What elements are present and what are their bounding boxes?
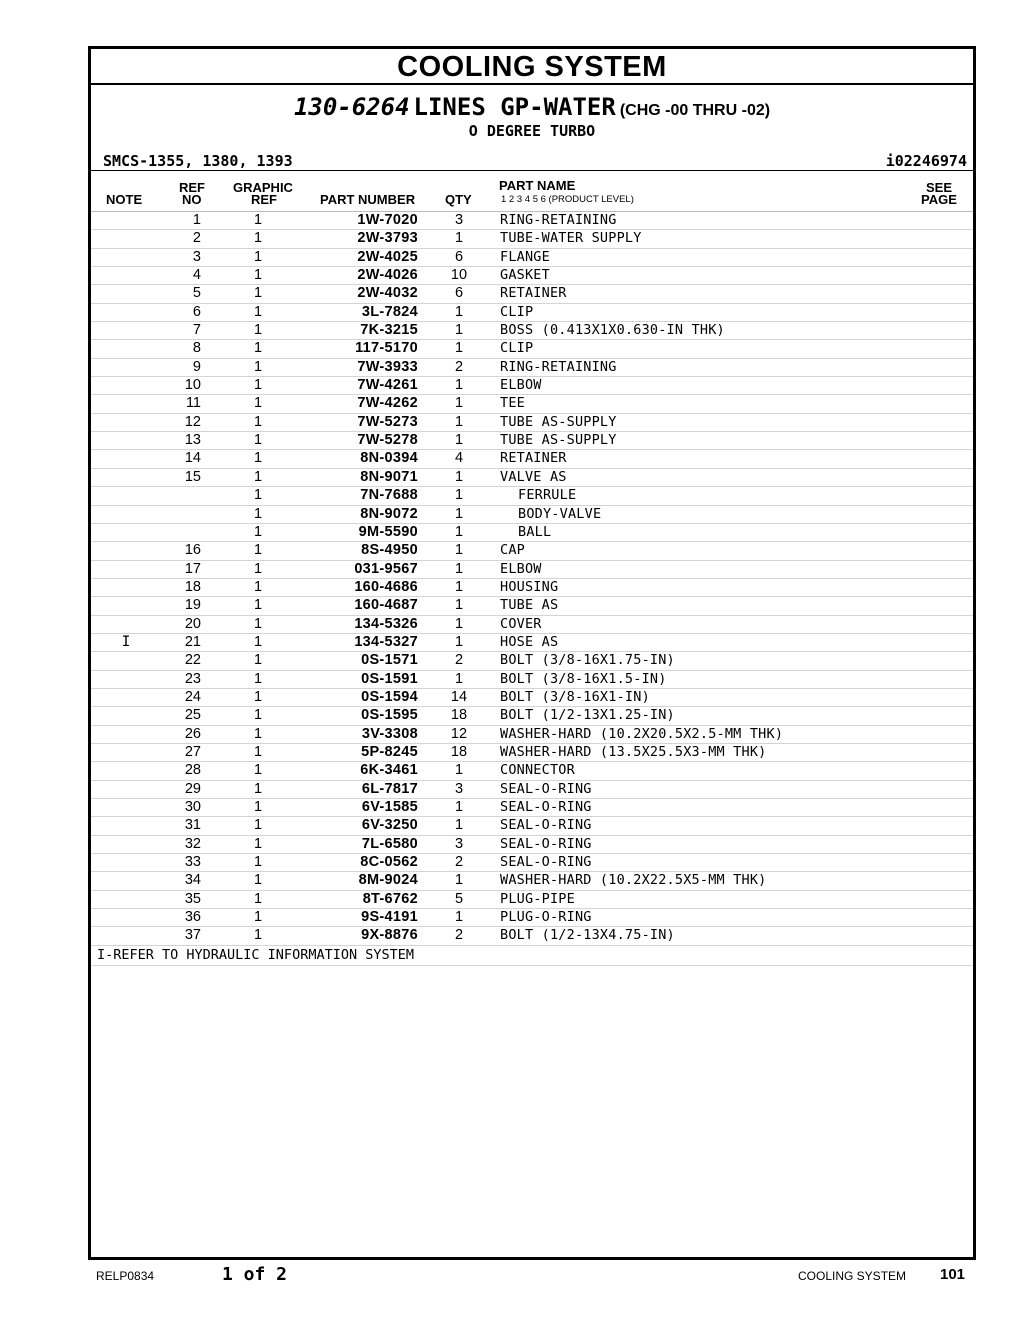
qty-cell: 2 [454,854,464,871]
qty-cell: 2 [454,927,464,944]
ref-no-cell: 21 [184,633,201,650]
table-row [91,432,973,450]
part-number-cell: 2W-4032 [357,285,418,302]
part-name-cell: PLUG-O-RING [500,909,592,926]
part-number-cell: 2W-3793 [357,230,418,247]
qty-cell: 12 [450,725,468,742]
part-name-cell: WASHER-HARD (10.2X20.5X2.5-MM THK) [500,725,784,742]
qty-cell: 3 [454,835,464,852]
part-name-cell: ELBOW [500,560,542,577]
qty-cell: 1 [454,432,464,449]
part-number-cell: 8N-9071 [360,468,418,485]
header-part-name: PART NAME [499,178,576,193]
part-name-cell: GASKET [500,267,550,284]
graphic-ref-cell: 1 [253,578,263,595]
graphic-ref-cell: 1 [253,450,263,467]
ref-no-cell: 7 [192,322,201,339]
qty-cell: 4 [454,450,464,467]
table-row [91,707,973,725]
header-see-bottom: PAGE [921,192,957,207]
header-ref-top: REF [179,180,205,195]
part-number-cell: 7W-5273 [357,413,418,430]
graphic-ref-cell: 1 [253,468,263,485]
table-row [91,927,973,945]
smcs-row [91,144,973,170]
qty-cell: 1 [454,505,464,522]
graphic-ref-cell: 1 [253,505,263,522]
part-name-cell: TUBE AS-SUPPLY [500,432,617,449]
ref-no-cell: 11 [185,395,201,412]
graphic-ref-cell: 1 [253,927,263,944]
part-number-cell: 3V-3308 [361,725,418,742]
part-number-cell: 0S-1591 [361,670,418,687]
part-name-cell: COVER [500,615,542,632]
graphic-ref-cell: 1 [253,688,263,705]
part-name-cell: PLUG-PIPE [500,890,575,907]
ref-no-cell: 25 [184,707,201,724]
part-number-cell: 9X-8876 [361,927,418,944]
part-name-cell: HOUSING [500,578,559,595]
graphic-ref-cell: 1 [253,780,263,797]
header-graphic-top: GRAPHIC [233,180,293,195]
graphic-ref-cell: 1 [253,652,263,669]
table-row [91,212,973,230]
qty-cell: 1 [454,230,464,247]
ref-no-cell: 31 [184,817,201,834]
graphic-ref-cell: 1 [253,413,263,430]
ref-no-cell: 24 [184,688,201,705]
footer-page-number: 101 [940,1266,966,1283]
part-name-cell: VALVE AS [500,468,567,485]
part-name-cell: WASHER-HARD (13.5X25.5X3-MM THK) [500,743,767,760]
part-name-cell: RETAINER [500,450,567,467]
part-number-cell: 160-4686 [354,578,418,595]
table-row [91,891,973,909]
qty-cell: 18 [450,707,468,724]
ref-no-cell: 26 [184,725,201,742]
table-row [91,506,973,524]
qty-cell: 18 [450,743,468,760]
ref-no-cell: 13 [184,432,201,449]
ref-no-cell: 28 [184,762,201,779]
part-name-cell: CLIP [500,303,534,320]
part-number-cell: 8N-0394 [360,450,418,467]
part-name-cell: SEAL-O-RING [500,835,592,852]
ref-no-cell: 22 [184,652,201,669]
qty-cell: 1 [454,909,464,926]
ref-no-cell: 6 [192,303,201,320]
part-name-cell: CLIP [500,340,534,357]
part-number-cell: 0S-1571 [361,652,418,669]
part-number-cell: 8S-4950 [361,542,418,559]
smcs-codes: SMCS-1355, 1380, 1393 [103,152,293,170]
graphic-ref-cell: 1 [253,854,263,871]
page-footer [0,1264,1020,1288]
table-row [91,872,973,890]
graphic-ref-cell: 1 [253,872,263,889]
header-graphic-bottom: REF [251,192,277,207]
ref-no-cell: 15 [184,468,201,485]
table-row [91,469,973,487]
table-row [91,304,973,322]
graphic-ref-cell: 1 [253,267,263,284]
qty-cell: 1 [454,872,464,889]
part-number-cell: 7W-4261 [357,377,418,394]
part-name-cell: BOLT (3/8-16X1.75-IN) [500,652,675,669]
part-number-cell: 6V-1585 [361,799,418,815]
qty-cell: 1 [454,633,464,650]
part-name-cell: FLANGE [500,248,550,265]
qty-cell: 1 [454,413,464,430]
header-note: NOTE [106,192,143,207]
qty-cell: 1 [454,597,464,614]
ref-no-cell: 4 [192,267,201,284]
header-qty: QTY [445,192,472,207]
ref-no-cell: 20 [184,615,201,632]
graphic-ref-cell: 1 [253,835,263,852]
note-cell: I [121,633,131,650]
graphic-ref-cell: 1 [253,743,263,760]
qty-cell: 1 [454,395,464,412]
part-name-cell: SEAL-O-RING [500,854,592,871]
part-name-cell: RING-RETAINING [500,358,617,375]
ref-no-cell: 5 [192,285,201,302]
ref-no-cell: 10 [184,377,201,394]
table-row [91,322,973,340]
graphic-ref-cell: 1 [253,395,263,412]
part-number-cell: 6V-3250 [361,817,418,834]
ref-no-cell: 16 [184,542,201,559]
part-number-cell: 8T-6762 [362,890,418,907]
table-row [91,249,973,267]
table-row [91,597,973,615]
qty-cell: 1 [454,578,464,595]
graphic-ref-cell: 1 [253,799,263,815]
table-row [91,689,973,707]
graphic-ref-cell: 1 [253,542,263,559]
table-row [91,634,973,652]
graphic-ref-cell: 1 [253,432,263,449]
qty-cell: 1 [454,377,464,394]
table-row [91,817,973,835]
part-number-cell: 7N-7688 [360,487,418,504]
qty-cell: 2 [454,652,464,669]
table-row [91,744,973,762]
table-row [91,836,973,854]
qty-cell: 1 [454,322,464,339]
group-subtitle: O DEGREE TURBO [468,122,596,140]
part-number-cell: 117-5170 [355,340,418,357]
part-number-cell: 9S-4191 [361,909,418,926]
table-row [91,671,973,689]
part-name-cell: CAP [500,542,525,559]
table-row [91,616,973,634]
table-row [91,230,973,248]
footer-doc-id: RELP0834 [96,1269,155,1283]
graphic-ref-cell: 1 [253,230,263,247]
table-header [91,170,973,212]
ref-no-cell: 23 [184,670,201,687]
part-number-cell: 7L-6580 [361,835,418,852]
part-number-cell: 0S-1594 [361,688,418,705]
table-row [91,726,973,744]
table-row [91,359,973,377]
ref-no-cell: 2 [192,230,201,247]
table-row [91,395,973,413]
qty-cell: 6 [454,285,464,302]
graphic-ref-cell: 1 [253,303,263,320]
graphic-ref-cell: 1 [253,248,263,265]
part-name-cell: TUBE AS [500,597,559,614]
part-number-cell: 3L-7824 [361,303,418,320]
part-number-cell: 5P-8245 [361,743,418,760]
qty-cell: 1 [454,817,464,834]
qty-cell: 3 [454,212,464,228]
part-number-cell: 031-9567 [354,560,418,577]
part-number-cell: 2W-4026 [357,267,418,284]
graphic-ref-cell: 1 [253,322,263,339]
part-name-cell: ELBOW [500,377,542,394]
table-row [91,652,973,670]
graphic-ref-cell: 1 [253,909,263,926]
table-row [91,909,973,927]
ref-no-cell: 12 [184,413,201,430]
part-number-cell: 8M-9024 [358,872,418,889]
table-row [91,799,973,817]
group-change-range: (CHG -00 THRU -02) [619,102,771,119]
section-title: COOLING SYSTEM [91,49,973,85]
graphic-ref-cell: 1 [253,762,263,779]
part-name-cell: TEE [500,395,525,412]
ref-no-cell: 9 [192,358,201,375]
table-row [91,854,973,872]
part-name-cell: CONNECTOR [500,762,575,779]
part-name-cell: RETAINER [500,285,567,302]
graphic-ref-cell: 1 [253,285,263,302]
part-name-cell: BOLT (1/2-13X4.75-IN) [500,927,675,944]
qty-cell: 10 [450,267,468,284]
qty-cell: 1 [454,468,464,485]
part-name-cell: BALL [518,523,552,540]
graphic-ref-cell: 1 [253,615,263,632]
header-product-levels: 1 2 3 4 5 6 (PRODUCT LEVEL) [501,194,634,205]
parts-table-body [91,212,973,946]
part-name-cell: HOSE AS [500,633,559,650]
qty-cell: 1 [454,560,464,577]
group-number: 130-6264 [293,93,410,121]
graphic-ref-cell: 1 [253,817,263,834]
graphic-ref-cell: 1 [253,523,263,540]
ref-no-cell: 17 [184,560,201,577]
part-name-cell: BOLT (1/2-13X1.25-IN) [500,707,675,724]
part-number-cell: 7K-3215 [360,322,418,339]
ref-no-cell: 19 [184,597,201,614]
part-name-cell: FERRULE [518,487,577,504]
graphic-ref-cell: 1 [253,725,263,742]
table-row [91,542,973,560]
part-number-cell: 0S-1595 [361,707,418,724]
part-name-cell: BOLT (3/8-16X1.5-IN) [500,670,667,687]
ref-no-cell: 18 [184,578,201,595]
table-row [91,450,973,468]
table-row [91,285,973,303]
part-number-cell: 8C-0562 [360,854,418,871]
table-row [91,781,973,799]
table-row [91,414,973,432]
header-see-top: SEE [926,180,953,195]
qty-cell: 1 [454,303,464,320]
ref-no-cell: 3 [192,248,201,265]
part-name-cell: SEAL-O-RING [500,799,592,815]
footer-section: COOLING SYSTEM [798,1269,907,1283]
part-name-cell: SEAL-O-RING [500,817,592,834]
ref-no-cell: 1 [192,212,201,228]
part-name-cell: SEAL-O-RING [500,780,592,797]
part-number-cell: 6K-3461 [360,762,418,779]
graphic-ref-cell: 1 [253,890,263,907]
ref-no-cell: 14 [184,450,201,467]
part-name-cell: RING-RETAINING [500,212,617,228]
qty-cell: 14 [450,688,468,705]
ref-no-cell: 32 [184,835,201,852]
table-row [91,340,973,358]
table-row [91,267,973,285]
qty-cell: 3 [454,780,464,797]
footnote: I-REFER TO HYDRAULIC INFORMATION SYSTEM [91,946,973,966]
ref-no-cell: 35 [184,890,201,907]
part-name-cell: TUBE AS-SUPPLY [500,413,617,430]
header-ref-bottom: NO [182,192,202,207]
qty-cell: 5 [454,890,464,907]
graphic-ref-cell: 1 [253,560,263,577]
parts-page-frame [88,46,976,1260]
table-row [91,487,973,505]
graphic-ref-cell: 1 [253,670,263,687]
table-row [91,377,973,395]
part-number-cell: 2W-4025 [357,248,418,265]
part-number-cell: 1W-7020 [357,212,418,228]
footer-page-of: 1 of 2 [222,1264,288,1285]
qty-cell: 1 [454,670,464,687]
part-number-cell: 8N-9072 [360,505,418,522]
qty-cell: 1 [454,615,464,632]
graphic-ref-cell: 1 [253,707,263,724]
group-title [91,93,973,121]
ref-no-cell: 29 [184,780,201,797]
graphic-ref-cell: 1 [253,340,263,357]
qty-cell: 1 [454,340,464,357]
illustration-id: i02246974 [885,152,967,170]
ref-no-cell: 33 [184,854,201,871]
table-row [91,524,973,542]
qty-cell: 1 [454,487,464,504]
table-row [91,561,973,579]
ref-no-cell: 37 [184,927,201,944]
qty-cell: 6 [454,248,464,265]
ref-no-cell: 36 [184,909,201,926]
part-number-cell: 134-5326 [354,615,418,632]
group-name: LINES GP-WATER [413,93,616,121]
part-number-cell: 7W-5278 [357,432,418,449]
graphic-ref-cell: 1 [253,633,263,650]
qty-cell: 1 [454,762,464,779]
qty-cell: 1 [454,523,464,540]
part-number-cell: 7W-4262 [357,395,418,412]
graphic-ref-cell: 1 [253,487,263,504]
graphic-ref-cell: 1 [253,597,263,614]
ref-no-cell: 34 [184,872,201,889]
part-number-cell: 134-5327 [354,633,418,650]
ref-no-cell: 27 [184,743,201,760]
graphic-ref-cell: 1 [253,358,263,375]
graphic-ref-cell: 1 [253,377,263,394]
ref-no-cell: 30 [184,799,201,815]
table-row [91,579,973,597]
qty-cell: 1 [454,542,464,559]
part-number-cell: 6L-7817 [361,780,418,797]
part-name-cell: BOLT (3/8-16X1-IN) [500,688,650,705]
qty-cell: 1 [454,799,464,815]
part-name-cell: TUBE-WATER SUPPLY [500,230,642,247]
table-row [91,762,973,780]
part-name-cell: BOSS (0.413X1X0.630-IN THK) [500,322,725,339]
ref-no-cell: 8 [192,340,201,357]
graphic-ref-cell: 1 [253,212,263,228]
part-number-cell: 7W-3933 [357,358,418,375]
part-number-cell: 160-4687 [354,597,418,614]
part-name-cell: WASHER-HARD (10.2X22.5X5-MM THK) [500,872,767,889]
part-name-cell: BODY-VALVE [518,505,602,522]
header-part-number: PART NUMBER [320,192,416,207]
qty-cell: 2 [454,358,464,375]
part-number-cell: 9M-5590 [358,523,418,540]
